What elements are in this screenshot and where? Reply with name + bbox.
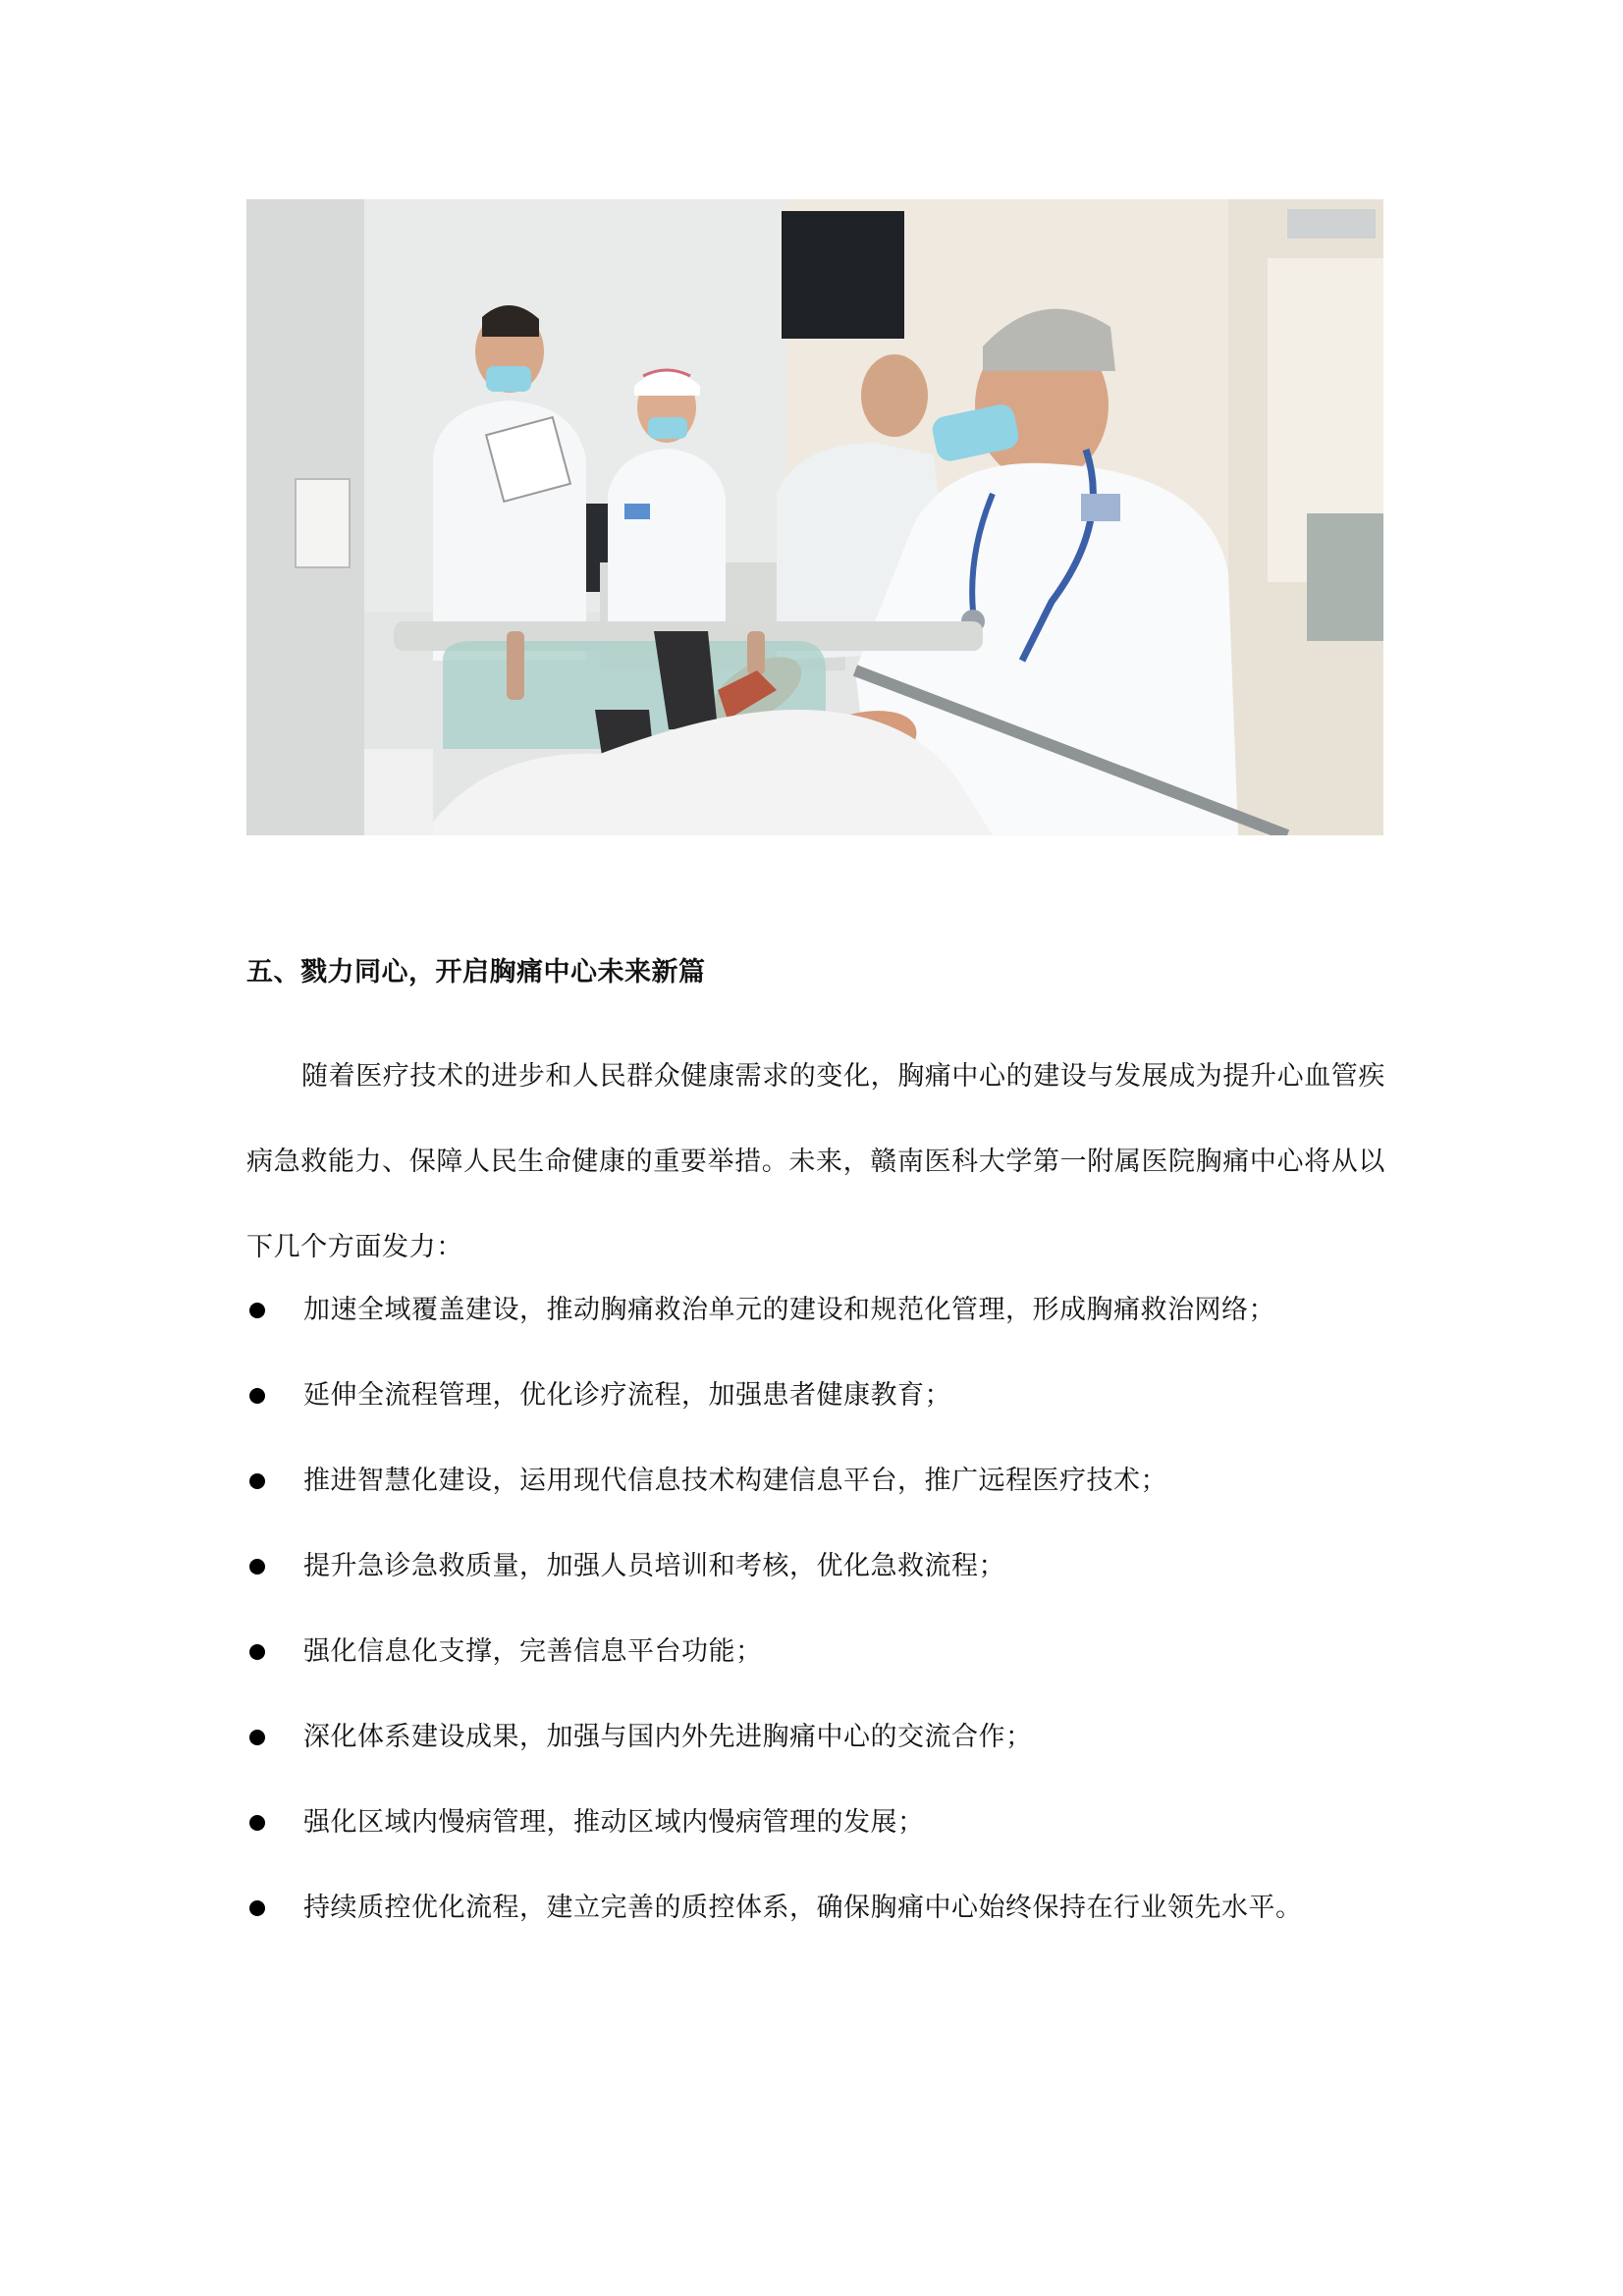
list-item [246, 1542, 1385, 1628]
action-list [246, 1286, 1385, 1969]
intro-paragraph: 随着医疗技术的进步和人民群众健康需求的变化，胸痛中心的建设与发展成为提升心血管疾病急救能力、保障人民生命健康的重要举措。未来，赣南医科大学第一附属医院胸痛中心将从以下几个方面发力： [246, 1061, 1385, 1262]
list-item-text: 强化区域内慢病管理，推动区域内慢病管理的发展； [303, 1807, 925, 1838]
list-item [246, 1286, 1385, 1371]
bullet-icon [249, 1644, 265, 1660]
list-item-text: 延伸全流程管理，优化诊疗流程，加强患者健康教育； [303, 1380, 951, 1411]
bullet-icon [249, 1730, 265, 1745]
list-item-text: 提升急诊急救质量，加强人员培训和考核，优化急救流程； [303, 1551, 1005, 1581]
list-item-text: 强化信息化支撑，完善信息平台功能； [303, 1636, 763, 1667]
list-item [246, 1457, 1385, 1542]
bullet-icon [249, 1815, 265, 1831]
ward-photo-illustration [246, 199, 1383, 835]
list-item [246, 1798, 1385, 1884]
bullet-icon [249, 1473, 265, 1489]
list-item [246, 1628, 1385, 1713]
bullet-icon [249, 1900, 265, 1916]
section-heading: 五、戮力同心，开启胸痛中心未来新篇 [246, 957, 706, 988]
list-item [246, 1884, 1385, 1969]
bullet-icon [249, 1303, 265, 1318]
list-item-text: 持续质控优化流程，建立完善的质控体系，确保胸痛中心始终保持在行业领先水平。 [303, 1893, 1303, 1923]
list-item-text: 深化体系建设成果，加强与国内外先进胸痛中心的交流合作； [303, 1722, 1033, 1752]
list-item-text: 加速全域覆盖建设，推动胸痛救治单元的建设和规范化管理，形成胸痛救治网络； [303, 1295, 1275, 1325]
bullet-icon [249, 1388, 265, 1404]
list-item [246, 1713, 1385, 1798]
ward-round-photo [246, 199, 1383, 835]
bullet-icon [249, 1559, 265, 1575]
list-item [246, 1371, 1385, 1457]
list-item-text: 推进智慧化建设，运用现代信息技术构建信息平台，推广远程医疗技术； [303, 1466, 1167, 1496]
